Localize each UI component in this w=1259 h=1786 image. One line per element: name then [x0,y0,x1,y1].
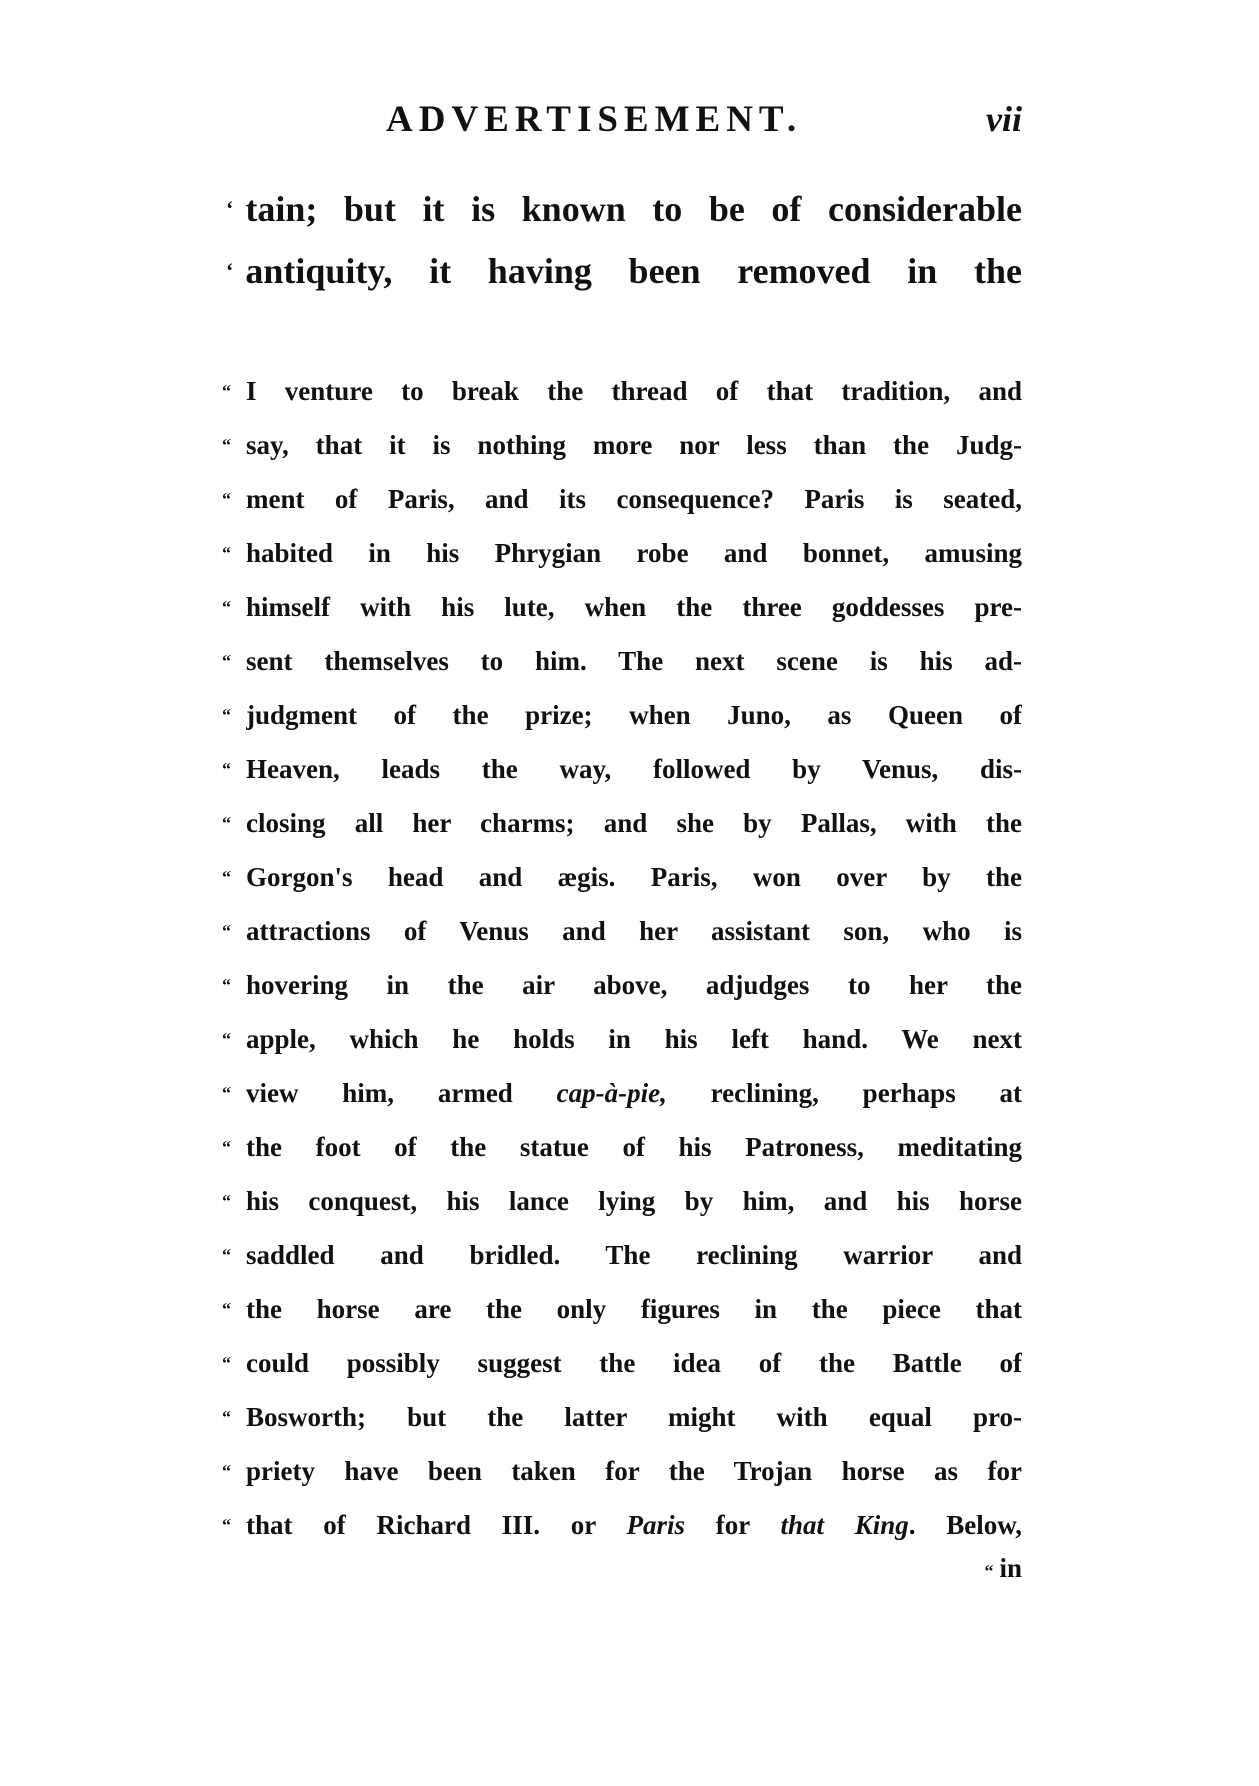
page-header [386,98,1022,148]
line-text: himself with his lute, when the three goddesses pre- [246,592,1022,622]
text-line [226,240,1022,302]
footnote-line [222,1120,1022,1174]
footnote-line [222,1444,1022,1498]
footnote-line [222,958,1022,1012]
footnote-line [222,904,1022,958]
line-text-part: view him, armed [246,1078,557,1108]
footnote-line [222,742,1022,796]
quote-mark: ‘ [226,196,234,221]
quote-mark: “ [222,435,231,455]
quote-mark: ‘ [226,258,234,283]
footnote-line [222,1336,1022,1390]
quote-mark: “ [222,975,231,995]
line-text: judgment of the prize; when Juno, as Queen of [246,700,1022,730]
footnote-line [222,1174,1022,1228]
quote-mark: “ [222,705,231,725]
quote-mark: “ [984,1561,994,1581]
page-number: vii [986,99,1022,139]
line-text: ment of Paris, and its consequence? Paris is seated, [246,484,1022,514]
line-text-part: . Below, [908,1510,1022,1540]
quote-mark: “ [222,1191,231,1211]
quote-mark: “ [222,1461,231,1481]
line-text: antiquity, it having been removed in the [245,251,1022,291]
line-text [246,1066,1022,1120]
line-text: the horse are the only figures in the piece that [246,1294,1022,1324]
line-text: apple, which he holds in his left hand. We next [246,1024,1022,1054]
line-text: Gorgon's head and ægis. Paris, won over by the [246,862,1022,892]
quoted-main-text [226,178,1022,302]
footnote-line [222,1390,1022,1444]
footnote-block [222,364,1022,1552]
italic-phrase: cap-à-pie, [556,1078,667,1108]
line-text: tain; but it is known to be of considerable [245,189,1022,229]
footnote-line [222,688,1022,742]
line-text-part: that of Richard III. or [246,1510,627,1540]
line-text [246,1498,1022,1552]
footnote-line [222,634,1022,688]
quote-mark: “ [222,1407,231,1427]
line-text: priety have been taken for the Trojan horse as for [246,1456,1022,1486]
footnote-line [222,418,1022,472]
running-title: ADVERTISEMENT. [386,99,803,140]
line-text: his conquest, his lance lying by him, and his horse [246,1186,1022,1216]
quote-mark: “ [222,1137,231,1157]
italic-word: Paris [626,1510,685,1540]
line-text: hovering in the air above, adjudges to her the [246,970,1022,1000]
line-text: Heaven, leads the way, followed by Venus, dis- [246,754,1022,784]
quote-mark: “ [222,813,231,833]
italic-phrase: that King [780,1510,909,1540]
footnote-line [222,364,1022,418]
footnote-line [222,472,1022,526]
quote-mark: “ [222,543,231,563]
quote-mark: “ [222,651,231,671]
footnote-line [222,850,1022,904]
line-text: I venture to break the thread of that tradition, and [246,376,1022,406]
quote-mark: “ [222,867,231,887]
catchword [984,1553,1022,1584]
quote-mark: “ [222,489,231,509]
line-text: habited in his Phrygian robe and bonnet, amusing [246,538,1022,568]
line-text-part: reclining, perhaps at [666,1078,1022,1108]
catchword-text: in [999,1553,1022,1583]
quote-mark: “ [222,1353,231,1373]
line-text: sent themselves to him. The next scene is his ad- [246,646,1022,676]
quote-mark: “ [222,597,231,617]
line-text: say, that it is nothing more nor less than the Judg- [246,430,1022,460]
footnote-line [222,526,1022,580]
quote-mark: “ [222,381,231,401]
text-line [226,178,1022,240]
line-text: saddled and bridled. The reclining warrior and [246,1240,1022,1270]
line-text: attractions of Venus and her assistant son, who is [246,916,1022,946]
line-text: closing all her charms; and she by Pallas, with the [246,808,1022,838]
footnote-line [222,1012,1022,1066]
footnote-line [222,1498,1022,1552]
footnote-line [222,580,1022,634]
line-text: could possibly suggest the idea of the Battle of [246,1348,1022,1378]
quote-mark: “ [222,921,231,941]
footnote-line [222,1228,1022,1282]
quote-mark: “ [222,759,231,779]
line-text-part: for [684,1510,781,1540]
line-text: the foot of the statue of his Patroness, meditating [246,1132,1022,1162]
quote-mark: “ [222,1029,231,1049]
footnote-line [222,1282,1022,1336]
line-text: Bosworth; but the latter might with equal pro- [246,1402,1022,1432]
footnote-line [222,1066,1022,1120]
quote-mark: “ [222,1299,231,1319]
quote-mark: “ [222,1083,231,1103]
quote-mark: “ [222,1245,231,1265]
footnote-line [222,796,1022,850]
quote-mark: “ [222,1515,231,1535]
